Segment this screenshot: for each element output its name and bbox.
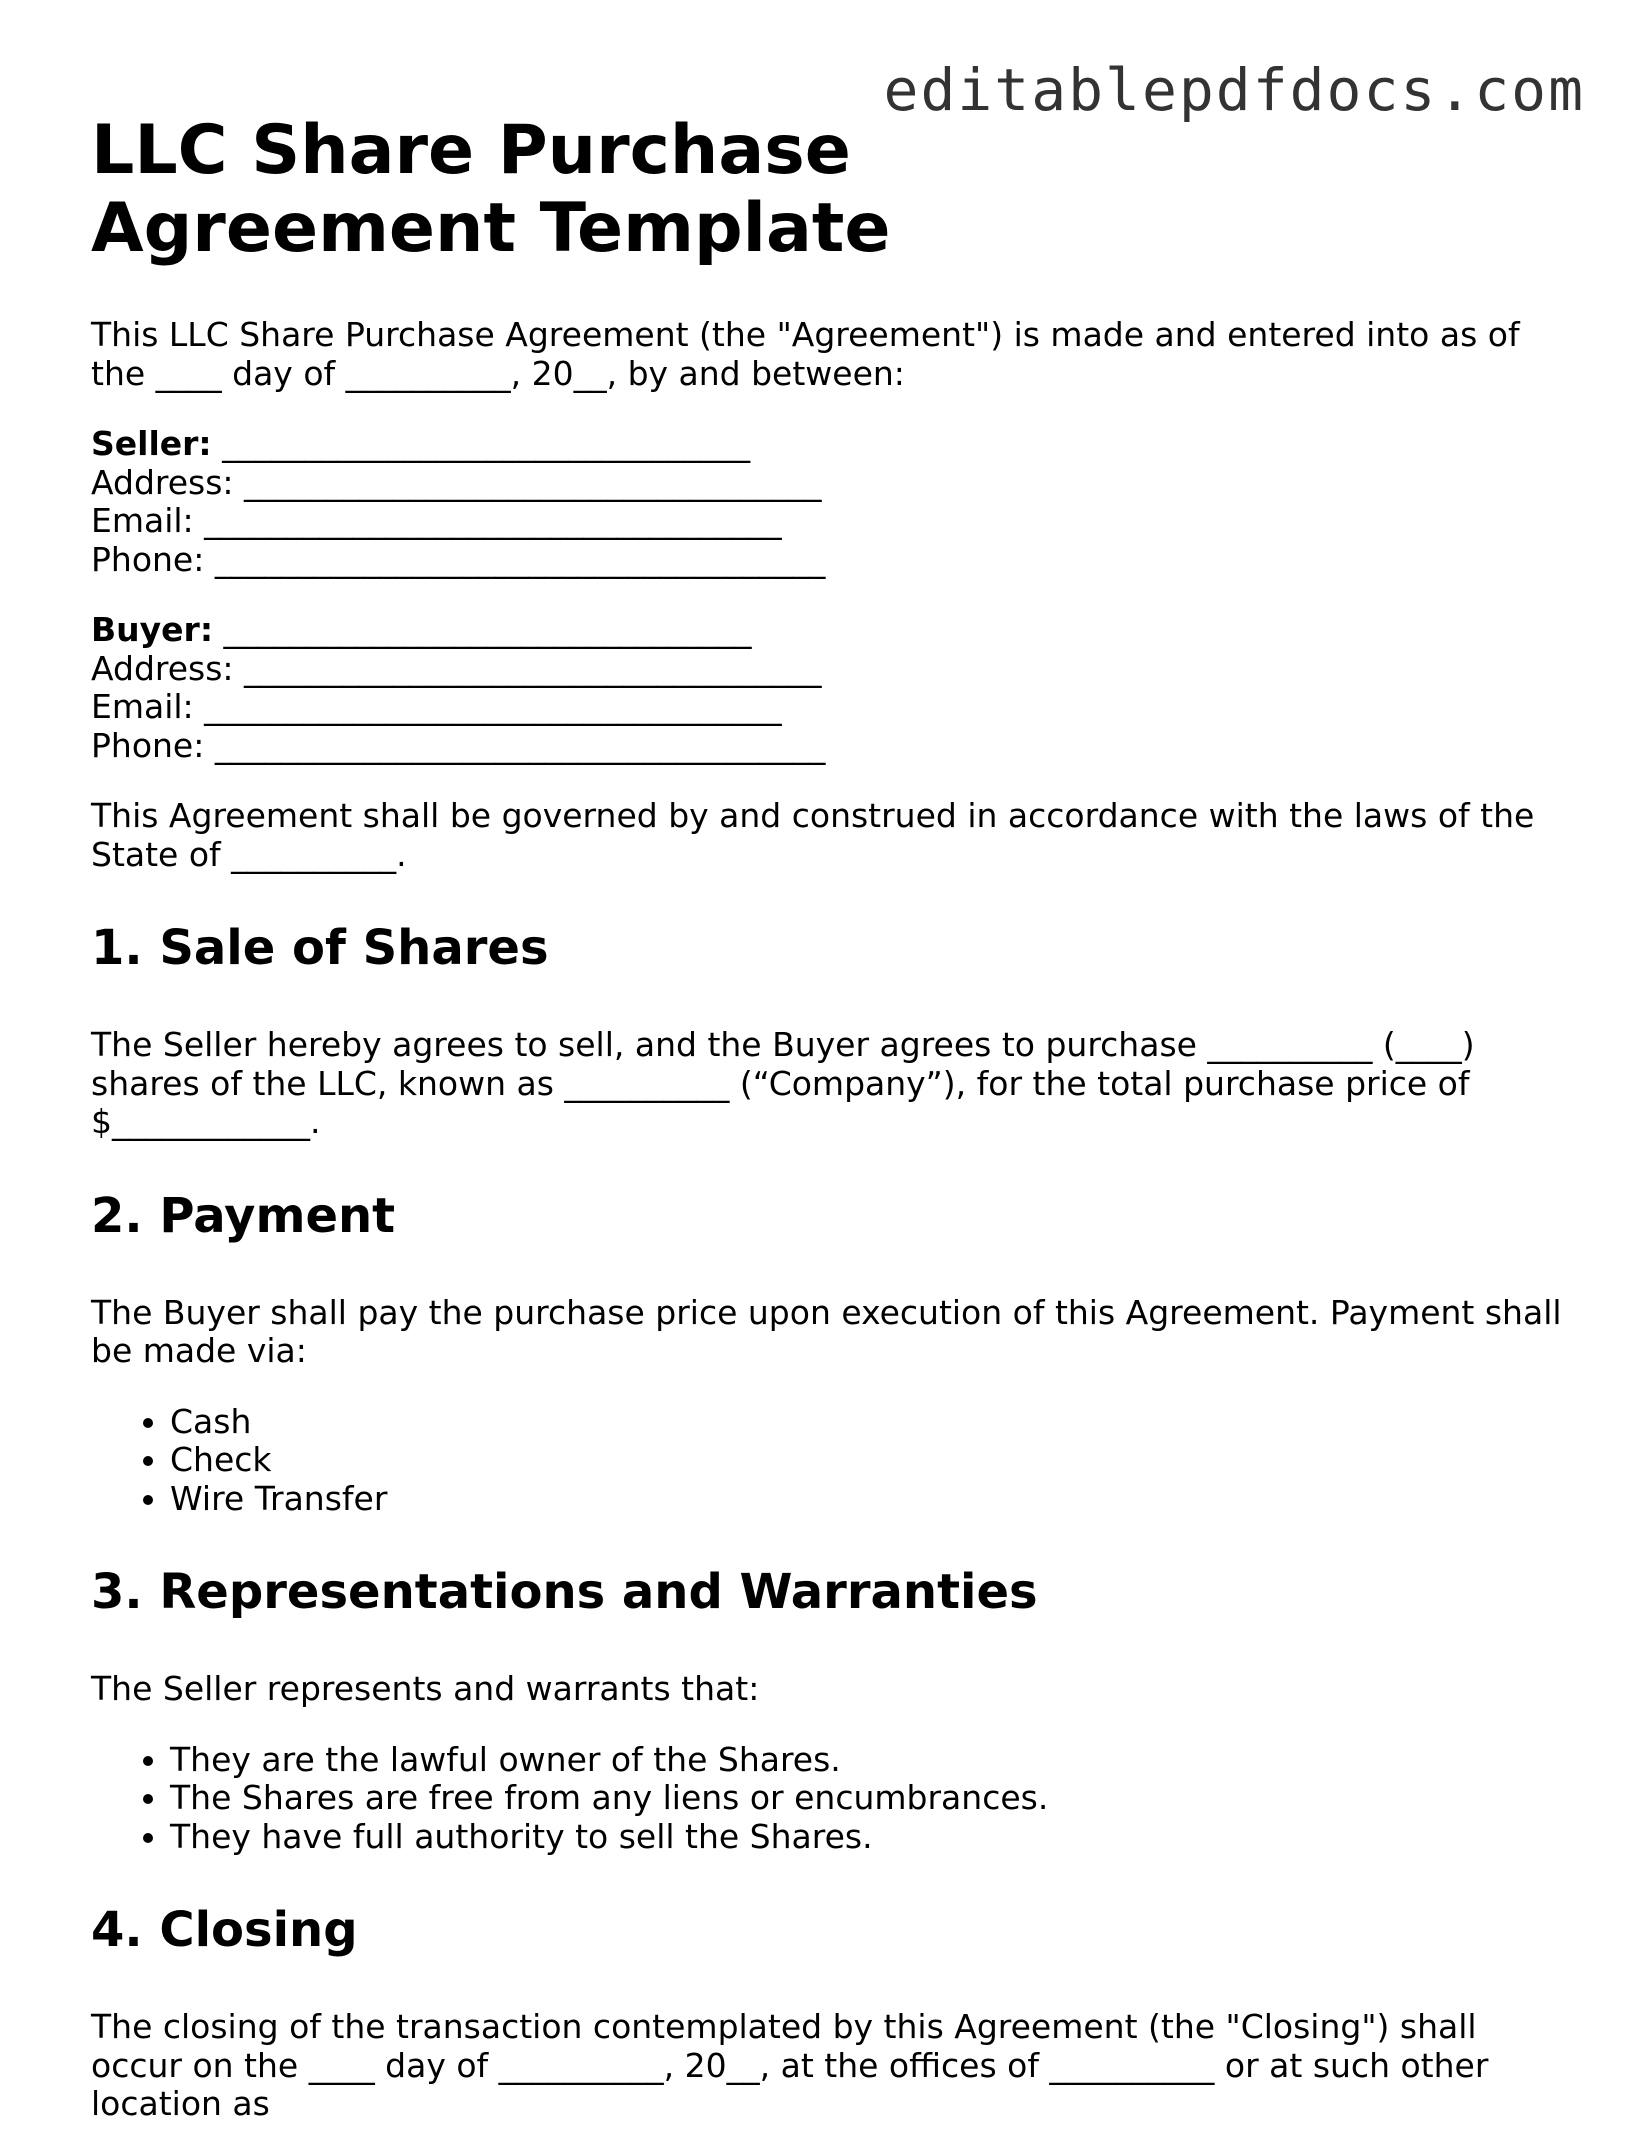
section-heading-closing: 4. Closing <box>91 1902 358 1958</box>
section-heading-warranties: 3. Representations and Warranties <box>91 1564 1038 1620</box>
buyer-name-line <box>91 611 1571 650</box>
seller-label: Seller: <box>91 424 212 463</box>
seller-name-blank[interactable]: ________________________________ <box>211 424 751 463</box>
buyer-name-blank[interactable]: ________________________________ <box>213 610 752 649</box>
warranties-paragraph: The Seller represents and warrants that: <box>91 1669 760 1708</box>
payment-options-list <box>91 1403 1571 1519</box>
sale-paragraph: The Seller hereby agrees to sell, and the Buyer agrees to purchase __________ (____) shares of the LLC, known as __________ (“Company”), for the total purchase price of $____________. <box>91 1025 1475 1141</box>
closing-paragraph: The closing of the transaction contemplated by this Agreement (the "Closing") shall occur on the ____ day of __________, 20__, at the offices of __________ or at such other location as <box>91 2007 1489 2123</box>
seller-phone[interactable]: Phone: _____________________________________ <box>91 539 826 579</box>
watermark-text: editablepdfdocs.com <box>883 56 1585 124</box>
buyer-label: Buyer: <box>91 610 214 649</box>
list-item: • Cash <box>170 1403 1571 1442</box>
intro-paragraph: This LLC Share Purchase Agreement (the "Agreement") is made and entered into as of the ____ day of __________, 20__, by and between: <box>91 315 1520 393</box>
seller-email[interactable]: Email: ___________________________________ <box>91 501 782 540</box>
seller-name-line <box>91 425 1571 464</box>
list-item: • The Shares are free from any liens or encumbrances. <box>170 1779 1571 1818</box>
section-heading-sale: 1. Sale of Shares <box>91 920 549 976</box>
buyer-block <box>91 611 1571 765</box>
list-item: • They have full authority to sell the Shares. <box>170 1818 1571 1857</box>
seller-block <box>91 425 1571 579</box>
buyer-email[interactable]: Email: ___________________________________ <box>91 687 782 726</box>
document-title: LLC Share Purchase Agreement Template <box>91 111 891 268</box>
list-item: • Check <box>170 1441 1571 1480</box>
warranties-list <box>91 1741 1571 1857</box>
governing-law-paragraph: This Agreement shall be governed by and construed in accordance with the laws of the State of __________. <box>91 796 1535 874</box>
payment-paragraph: The Buyer shall pay the purchase price upon execution of this Agreement. Payment shall be made via: <box>91 1292 1562 1370</box>
seller-address[interactable]: Address: ___________________________________ <box>91 462 822 502</box>
list-item: • They are the lawful owner of the Shares. <box>170 1741 1571 1780</box>
document-page <box>91 112 1571 2156</box>
list-item: • Wire Transfer <box>170 1480 1571 1519</box>
buyer-phone[interactable]: Phone: _____________________________________ <box>91 725 826 765</box>
section-heading-payment: 2. Payment <box>91 1187 396 1244</box>
buyer-address[interactable]: Address: ___________________________________ <box>91 648 822 688</box>
